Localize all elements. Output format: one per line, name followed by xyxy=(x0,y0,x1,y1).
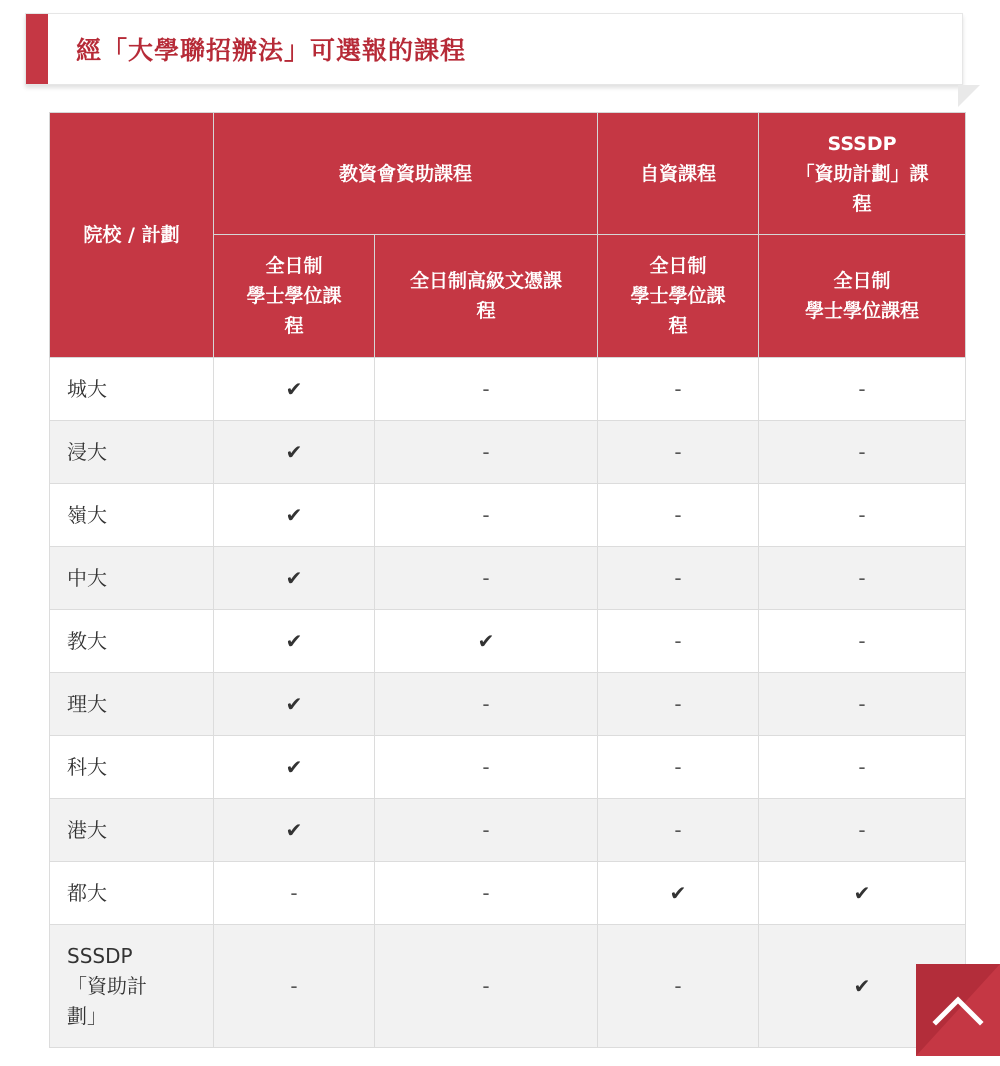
table-cell: - xyxy=(598,673,759,736)
header-ugc-degree-line2: 學士學位課 xyxy=(246,285,342,307)
title-accent-bar xyxy=(26,14,48,84)
school-name: 教大 xyxy=(50,610,214,673)
check-icon: ✔ xyxy=(375,610,598,673)
header-sssdp-degree xyxy=(759,235,966,358)
school-name-line1: SSSDP xyxy=(67,944,133,968)
header-sssdp-line3: 程 xyxy=(852,192,872,215)
school-name: 港大 xyxy=(50,799,214,862)
check-icon: ✔ xyxy=(759,925,966,1048)
table-cell: - xyxy=(759,484,966,547)
table-row xyxy=(50,799,966,862)
header-sssdp-line1: SSSDP xyxy=(827,132,897,155)
table-row xyxy=(50,673,966,736)
table-cell: - xyxy=(759,799,966,862)
table-row xyxy=(50,925,966,1048)
school-name: 都大 xyxy=(50,862,214,925)
table-row xyxy=(50,736,966,799)
table-row xyxy=(50,484,966,547)
header-self-degree xyxy=(598,235,759,358)
header-school: 院校 / 計劃 xyxy=(50,113,214,358)
table-cell: - xyxy=(759,547,966,610)
table-cell: - xyxy=(598,799,759,862)
check-icon: ✔ xyxy=(214,610,375,673)
table-cell: - xyxy=(375,925,598,1048)
table-cell: - xyxy=(598,736,759,799)
table-row xyxy=(50,421,966,484)
header-sssdp-degree-line2: 學士學位課程 xyxy=(805,300,920,322)
table-row xyxy=(50,862,966,925)
check-icon: ✔ xyxy=(214,484,375,547)
school-name: 中大 xyxy=(50,547,214,610)
table-cell: - xyxy=(759,421,966,484)
school-name-line2: 「資助計 xyxy=(67,974,147,998)
table-cell: - xyxy=(759,736,966,799)
table-row xyxy=(50,358,966,421)
school-name: 浸大 xyxy=(50,421,214,484)
table-row xyxy=(50,547,966,610)
table-cell: - xyxy=(375,358,598,421)
table-cell: - xyxy=(598,610,759,673)
table-cell: - xyxy=(214,925,375,1048)
header-self-degree-line2: 學士學位課 xyxy=(630,285,726,307)
school-name-line3: 劃」 xyxy=(67,1004,107,1028)
table-cell: - xyxy=(375,799,598,862)
school-name: 嶺大 xyxy=(50,484,214,547)
table-row xyxy=(50,610,966,673)
table-cell: - xyxy=(598,925,759,1048)
header-ugc-degree-line1: 全日制 xyxy=(265,255,323,277)
check-icon: ✔ xyxy=(214,358,375,421)
school-name: 城大 xyxy=(50,358,214,421)
header-self-financed: 自資課程 xyxy=(598,113,759,235)
table-cell: - xyxy=(375,673,598,736)
header-self-degree-line3: 程 xyxy=(668,315,688,337)
table-cell: - xyxy=(375,736,598,799)
table-cell: - xyxy=(598,547,759,610)
courses-table xyxy=(49,112,966,1048)
check-icon: ✔ xyxy=(214,547,375,610)
table-cell: - xyxy=(214,862,375,925)
school-name xyxy=(50,925,214,1048)
header-ugc-funded: 教資會資助課程 xyxy=(214,113,598,235)
header-sssdp-line2: 「資助計劃」課 xyxy=(795,162,929,185)
table-cell: - xyxy=(759,358,966,421)
check-icon: ✔ xyxy=(598,862,759,925)
header-ugc-hd-line2: 程 xyxy=(476,300,496,322)
header-sssdp xyxy=(759,113,966,235)
school-name: 理大 xyxy=(50,673,214,736)
table-cell: - xyxy=(759,673,966,736)
table-cell: - xyxy=(759,610,966,673)
check-icon: ✔ xyxy=(214,421,375,484)
table-cell: - xyxy=(375,862,598,925)
title-shadow-fold xyxy=(958,85,980,107)
header-ugc-hd-line1: 全日制高級文憑課 xyxy=(410,270,563,292)
header-ugc-degree-line3: 程 xyxy=(284,315,304,337)
header-sssdp-degree-line1: 全日制 xyxy=(833,270,891,292)
header-ugc-degree xyxy=(214,235,375,358)
check-icon: ✔ xyxy=(214,673,375,736)
table-cell: - xyxy=(598,421,759,484)
check-icon: ✔ xyxy=(214,799,375,862)
table-cell: - xyxy=(598,484,759,547)
section-title-box xyxy=(25,13,963,85)
school-name: 科大 xyxy=(50,736,214,799)
table-cell: - xyxy=(375,484,598,547)
check-icon: ✔ xyxy=(214,736,375,799)
header-self-degree-line1: 全日制 xyxy=(649,255,707,277)
chevron-up-icon xyxy=(916,964,1000,1056)
table-cell: - xyxy=(598,358,759,421)
header-ugc-higher-diploma xyxy=(375,235,598,358)
back-to-top-button[interactable] xyxy=(916,964,1000,1056)
page-title: 經「大學聯招辦法」可選報的課程 xyxy=(76,36,467,65)
table-cell: - xyxy=(375,547,598,610)
table-cell: - xyxy=(375,421,598,484)
check-icon: ✔ xyxy=(759,862,966,925)
